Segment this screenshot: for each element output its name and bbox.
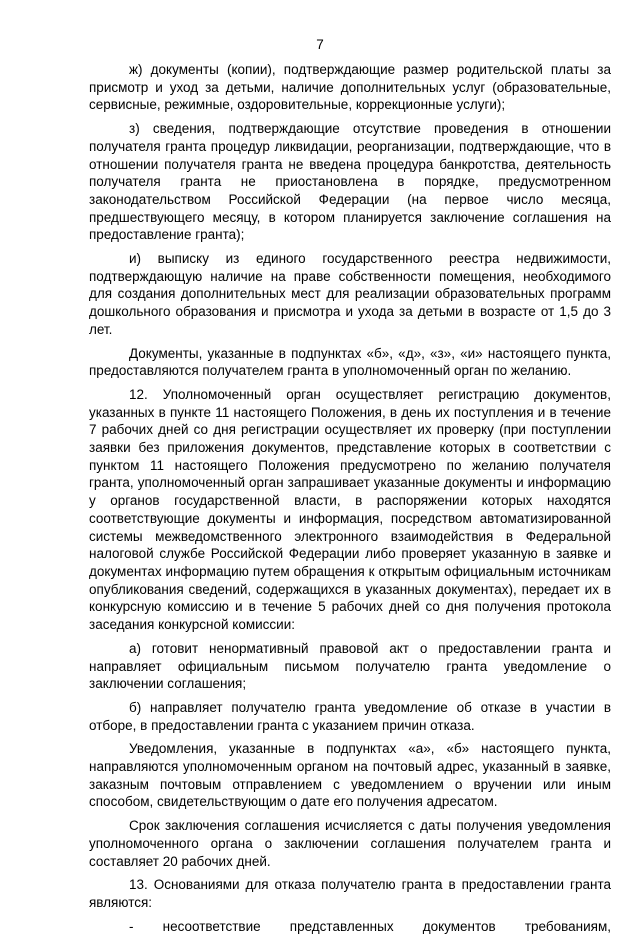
paragraph-12-registration: 12. Уполномоченный орган осуществляет регистрацию документов, указанных в пункте 11 настоящего Положения, в день их поступления и в течение 7 рабочих дней со дня регистрации осуществляет их проверку (при поступлении заявки без приложения документов, представление которых в соответствии с пунктом 11 настоящего Положения предусмотрено по желанию получателя гранта, уполномоченный орган запрашивает указанные документы и информацию у органов государственной власти, в распоряжении которых находятся соответствующие документы и информация, посредством автоматизированной системы межведомственного электронного взаимодействия в Федеральной налоговой службе Российской Федерации либо проверяет указанную в заявке и документах информацию путем обращения к открытым официальным источникам опубликования сведений, содержащихся в указанных документах), передает их в конкурсную комиссию и в течение 5 рабочих дней со дня получения протокола заседания конкурсной комиссии: [89, 386, 611, 633]
paragraph-notifications: Уведомления, указанные в подпунктах «а», «б» настоящего пункта, направляются уполномоченным органом на почтовый адрес, указанный в заявке, заказным почтовым отправлением с уведомлением о вручении или иным способом, свидетельствующим о дате его получения адресатом. [89, 741, 611, 810]
paragraph-b-refusal-notice: б) направляет получателю гранта уведомление об отказе в участии в отборе, в предоставлении гранта с указанием причин отказа. [89, 699, 611, 733]
paragraph-nonconformity: - несоответствие представленных документов требованиям, [129, 918, 611, 934]
paragraph-i-registry-extract: и) выписку из единого государственного реестра недвижимости, подтверждающую наличие на праве собственности помещения, необходимого для создания дополнительных мест для реализации образовательных программ дошкольного образования и присмотра и ухода за детьми в возрасте от 1,5 до 3 лет. [89, 251, 611, 337]
document-body [89, 61, 611, 941]
paragraph-zh-fee-documents: ж) документы (копии), подтверждающие размер родительской платы за присмотр и уход за детьми, наличие дополнительных услуг (образовательные, сервисные, режимные, оздоровительные, коррекционные услуги); [89, 62, 611, 113]
paragraph-a-prepare-act: а) готовит ненормативный правовой акт о предоставлении гранта и направляет официальным письмом получателю гранта уведомление о заключении соглашения; [89, 640, 611, 692]
paragraph-agreement-term: Срок заключения соглашения исчисляется с даты получения уведомления уполномоченного органа о заключении соглашения получателем гранта и составляет 20 рабочих дней. [89, 818, 611, 869]
paragraph-13-refusal-grounds: 13. Основаниями для отказа получателю гранта в предоставлении гранта являются: [89, 877, 611, 910]
paragraph-optional-documents: Документы, указанные в подпунктах «б», «д», «з», «и» настоящего пункта, предоставляются получателем гранта в уполномоченный орган по желанию. [89, 345, 611, 379]
paragraph-z-liquidation-info: з) сведения, подтверждающие отсутствие проведения в отношении получателя гранта процедур ликвидации, реорганизации, подтверждающие, что в отношении получателя гранта не введена процедура банкротства, деятельность получателя гранта не приостановлена в порядке, предусмотренном законодательством Российской Федерации (на первое число месяца, предшествующего месяцу, в котором планируется заключение соглашения на предоставление гранта); [89, 121, 611, 243]
page-number: 7 [316, 37, 324, 52]
